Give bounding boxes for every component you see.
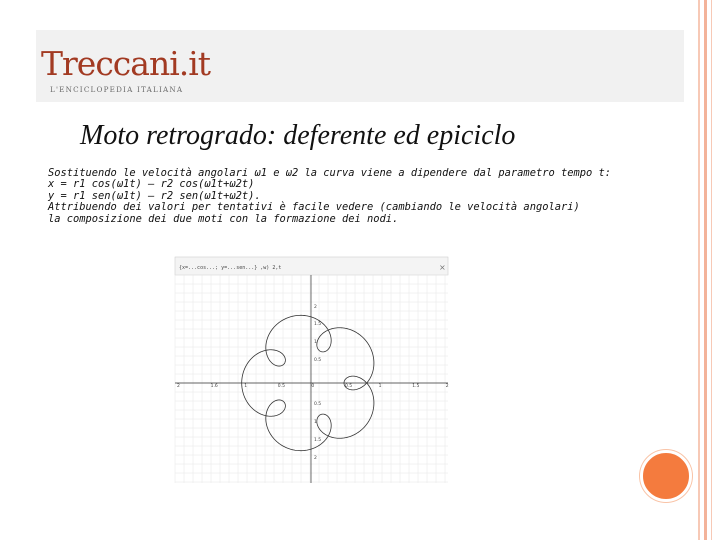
body-line: y = r1 sen(ω1t) – r2 sen(ω1t+ω2t). [48,189,261,202]
close-icon[interactable]: × [439,263,446,272]
decorative-orange-circle [640,450,692,502]
x-tick-label: 0.5 [345,384,353,389]
border-line [698,0,700,540]
body-line: Attribuendo dei valori per tentativi è facile vedere (cambiando le velocità angolari) [48,201,580,214]
y-tick-label: 1 [314,420,317,425]
y-tick-label: 0.5 [314,402,322,407]
slide-border-decoration [694,0,720,540]
logo-word: Treccani.it [41,44,211,83]
y-tick-label: 1.5 [314,438,322,443]
x-tick-label: 1.5 [412,384,420,389]
body-line: x = r1 cos(ω1t) – r2 cos(ω1t+ω2t) [48,178,255,191]
treccani-logo [41,44,211,96]
x-tick-label: 0 [311,384,315,389]
logo-tagline: L'ENCICLOPEDIA ITALIANA [50,85,184,94]
border-line [704,0,707,540]
x-tick-label: 1 [378,384,382,389]
epicycle-plot-screenshot [175,257,448,483]
y-tick-label: 0.5 [314,358,322,363]
x-tick-label: 1.6 [210,384,218,389]
y-tick-label: 1 [314,340,317,345]
y-tick-label: 2 [314,456,317,461]
x-tick-label: 1 [244,384,248,389]
body-line: la composizione dei due moti con la formazione dei nodi. [48,212,399,225]
x-tick-label: 0.5 [277,384,285,389]
y-tick-label: 1.5 [314,322,322,327]
plot-svg [175,257,448,483]
x-tick-label: 2 [445,384,449,389]
border-line [711,0,712,540]
y-tick-label: 2 [314,305,317,310]
body-line: Sostituendo le velocità angolari ω1 e ω2 la curva viene a dipendere dal parametro tempo t: [48,167,612,179]
slide-body [48,168,648,225]
x-tick-label: 2 [177,384,180,389]
plot-toolbar-text: {x=...cos...; y=...sen...} ,w) 2,t [179,265,282,271]
slide-title: Moto retrogrado: deferente ed epiciclo [80,120,516,151]
